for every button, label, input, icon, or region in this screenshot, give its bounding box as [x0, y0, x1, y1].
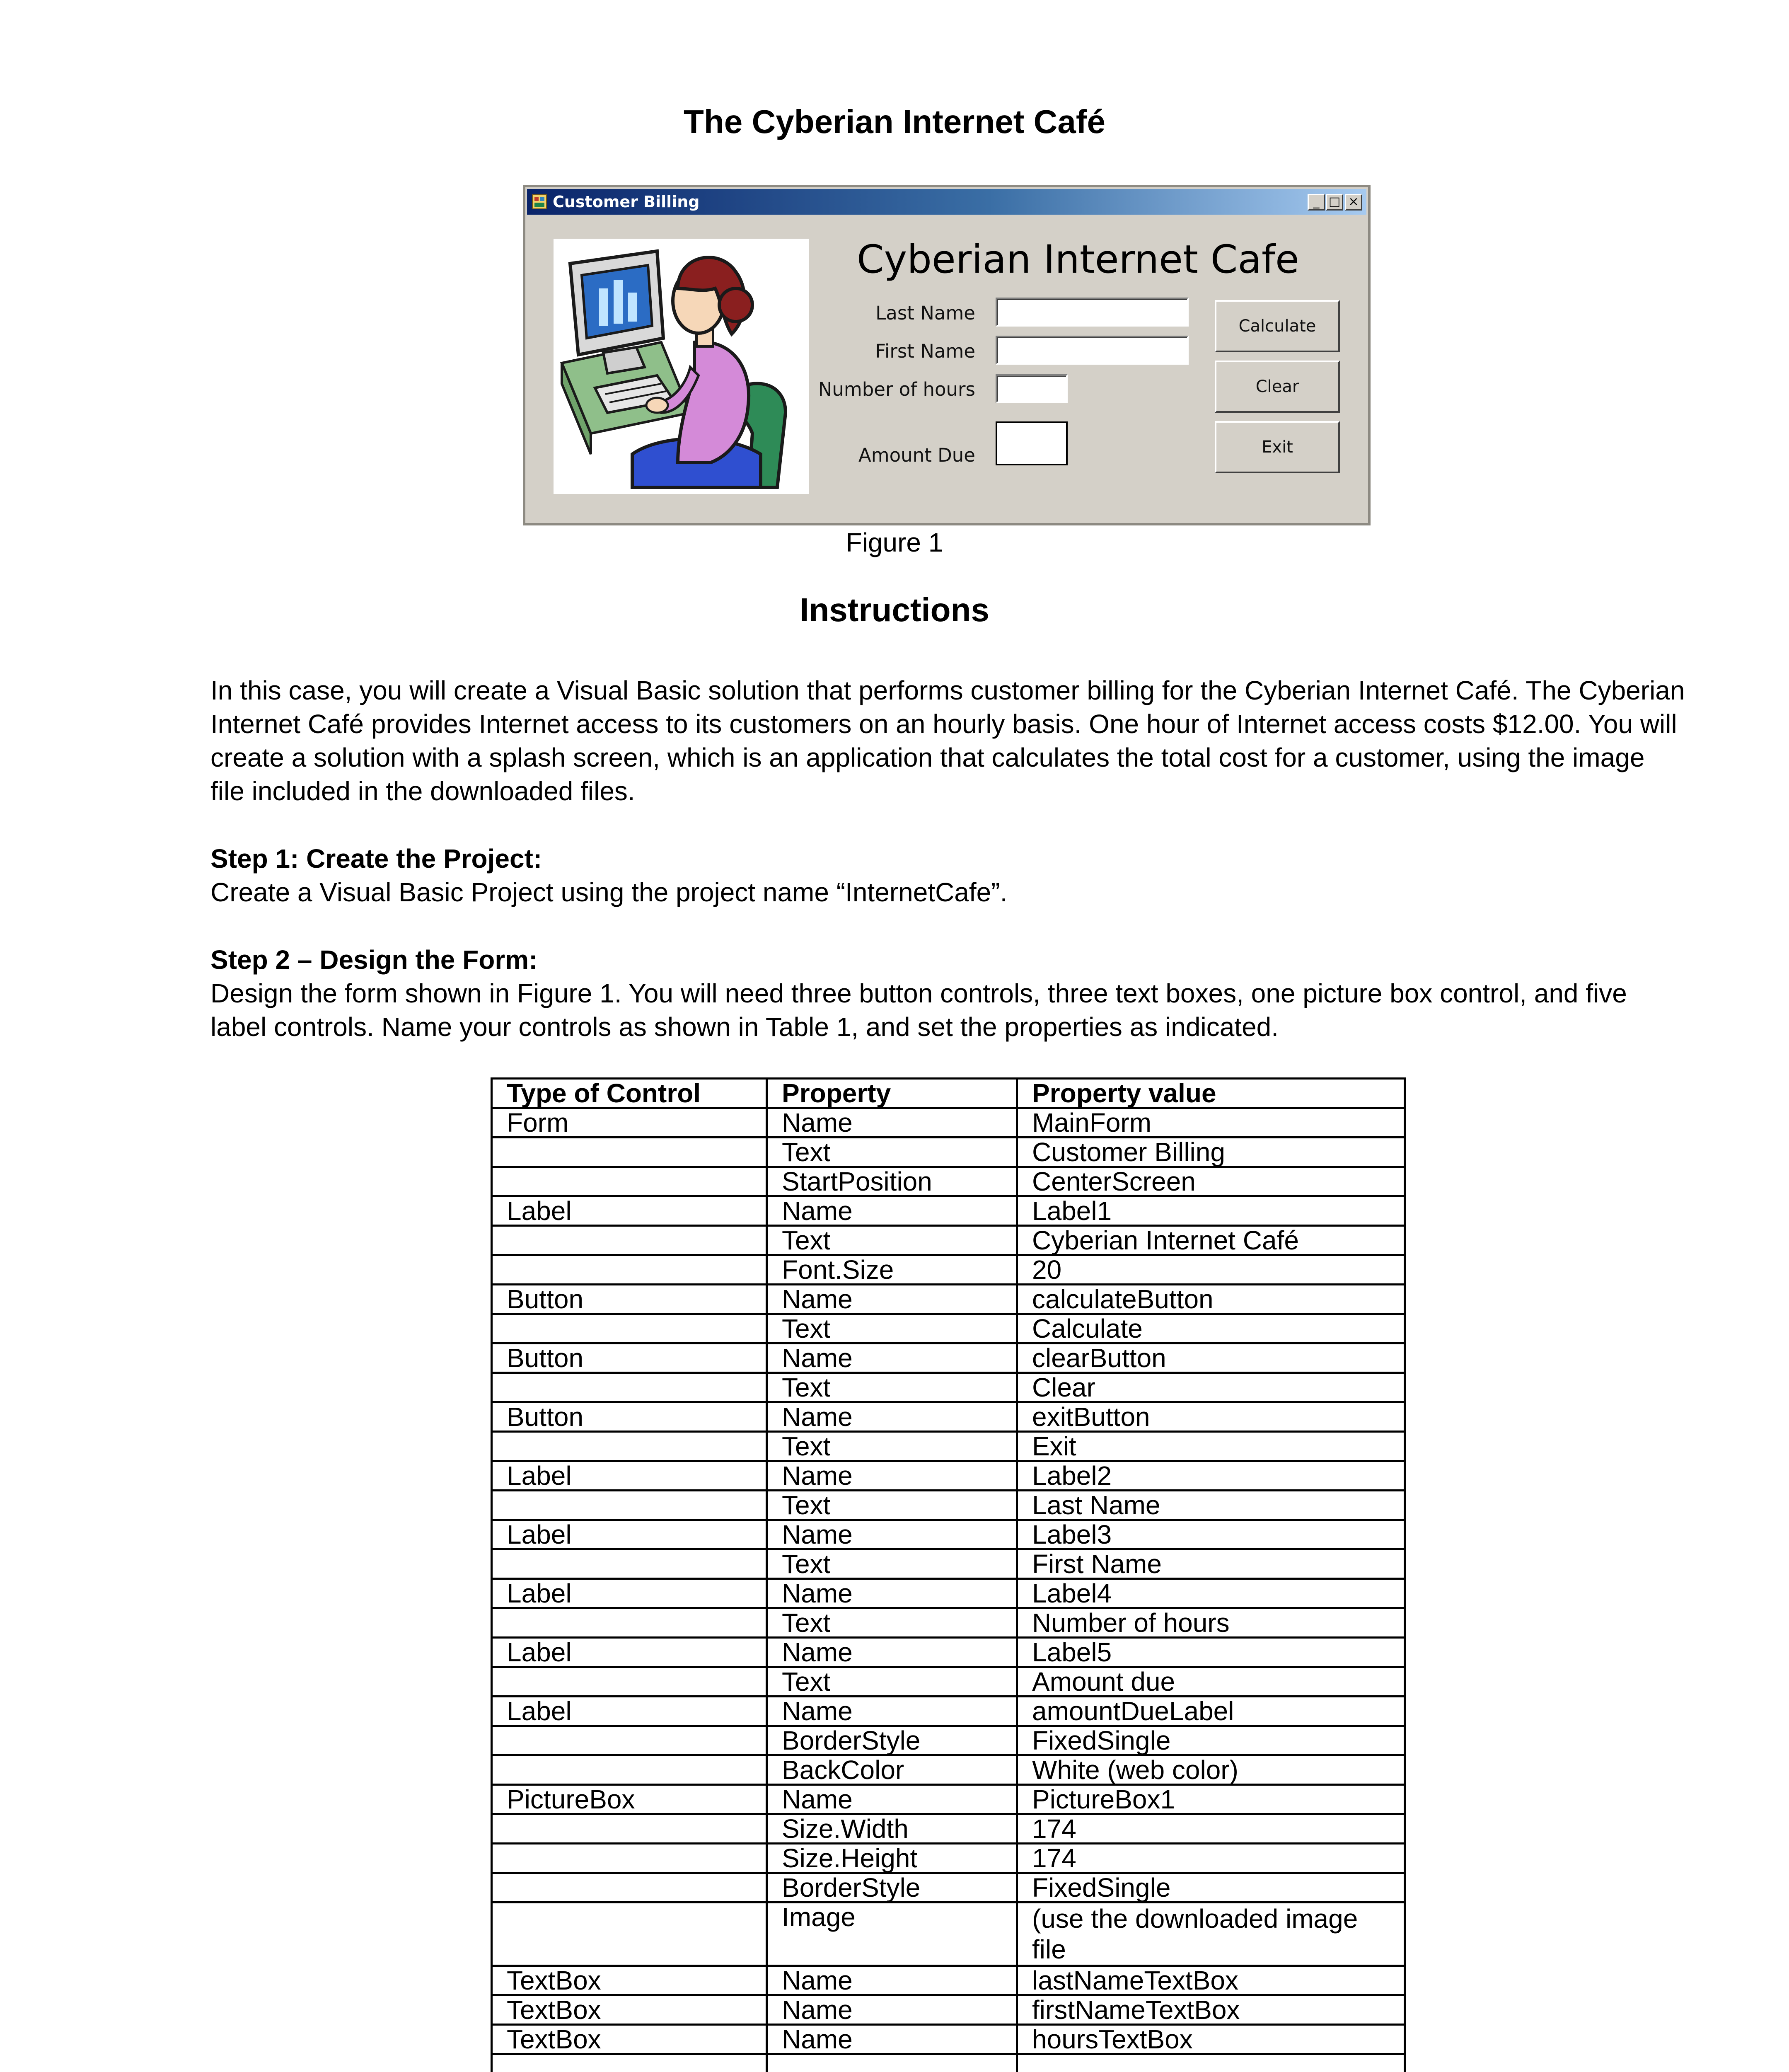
property-value-cell: firstNameTextBox [1017, 1995, 1405, 2025]
exit-button[interactable]: Exit [1215, 421, 1340, 473]
table-row [492, 1608, 1405, 1638]
control-type-cell [492, 1873, 767, 1903]
control-type-cell: Button [492, 1402, 767, 1432]
intro-paragraph: In this case, you will create a Visual Basic solution that performs customer billing for the Cyberian Internet Café. The Cyberian Internet Café provides Internet access to its customers on an hourly basis. One hour of Internet access costs $12.00. You will create a solution with a splash screen, which is an application that calculates the total cost for a customer, using the image file included in the downloaded files. [210, 675, 1685, 806]
property-cell: Name [767, 2025, 1017, 2054]
header-type-of-control: Type of Control [492, 1079, 767, 1108]
clear-button[interactable]: Clear [1215, 361, 1340, 413]
last-name-label: Last Name [875, 302, 975, 324]
control-type-cell: Label [492, 1461, 767, 1491]
table-row [492, 1432, 1405, 1461]
property-value-cell: 174 [1017, 1814, 1405, 1844]
control-type-cell [492, 1432, 767, 1461]
control-type-cell [492, 2054, 767, 2072]
property-cell: Text [767, 1549, 1017, 1579]
property-cell: Size.Height [767, 1844, 1017, 1873]
first-name-label: First Name [875, 340, 975, 362]
table-row [492, 1579, 1405, 1608]
table-row [492, 1343, 1405, 1373]
property-value-cell: Label5 [1017, 1638, 1405, 1667]
document-title: The Cyberian Internet Café [683, 103, 1105, 140]
table-row [492, 1285, 1405, 1314]
control-type-cell: TextBox [492, 1966, 767, 1995]
property-cell: BorderStyle [767, 1726, 1017, 1755]
table-row [492, 1138, 1405, 1167]
table-row [492, 1814, 1405, 1844]
minimize-button[interactable]: _ [1308, 194, 1325, 211]
table-row [492, 1226, 1405, 1255]
control-type-cell: Button [492, 1285, 767, 1314]
property-cell: Text [767, 1138, 1017, 1167]
property-cell: Name [767, 1520, 1017, 1549]
control-type-cell [492, 1138, 767, 1167]
instructions-heading: Instructions [800, 591, 989, 628]
property-cell: Text [767, 1432, 1017, 1461]
step2-text: Design the form shown in Figure 1. You will need three button controls, three text boxes, one picture box control, and five label controls. Name your controls as shown in Table 1, and set the properties as indicated. [210, 978, 1627, 1042]
property-value-cell: 174 [1017, 1844, 1405, 1873]
window-titlebar[interactable] [527, 189, 1366, 215]
properties-table [491, 1077, 1406, 2072]
property-value-cell: Label2 [1017, 1461, 1405, 1491]
property-value-cell: First Name [1017, 1549, 1405, 1579]
property-cell: Text [767, 1491, 1017, 1520]
table-row [492, 2054, 1405, 2072]
property-value-cell: Label4 [1017, 1579, 1405, 1608]
table-row [492, 1520, 1405, 1549]
property-cell: Name [767, 1995, 1017, 2025]
table-body [492, 1108, 1405, 2072]
property-value-cell [1017, 2054, 1405, 2072]
window-title: Customer Billing [553, 193, 700, 211]
property-cell: BorderStyle [767, 1873, 1017, 1903]
header-property-value: Property value [1017, 1079, 1405, 1108]
control-type-cell [492, 1755, 767, 1785]
hours-label: Number of hours [818, 378, 975, 400]
control-type-cell [492, 1255, 767, 1285]
hours-input[interactable] [997, 376, 1066, 402]
property-value-cell: FixedSingle [1017, 1726, 1405, 1755]
property-value-cell: PictureBox1 [1017, 1785, 1405, 1814]
table-row [492, 1667, 1405, 1697]
control-type-cell [492, 1726, 767, 1755]
control-type-cell: PictureBox [492, 1785, 767, 1814]
property-value-cell: Clear [1017, 1373, 1405, 1402]
control-type-cell: Button [492, 1343, 767, 1373]
property-value-cell: 20 [1017, 1255, 1405, 1285]
property-value-cell: Label1 [1017, 1196, 1405, 1226]
close-button[interactable]: × [1345, 194, 1362, 211]
property-value-cell: Last Name [1017, 1491, 1405, 1520]
step1-block [210, 842, 1685, 909]
property-cell: Name [767, 1108, 1017, 1138]
form-heading: Cyberian Internet Cafe [857, 237, 1299, 282]
maximize-button[interactable]: □ [1326, 194, 1343, 211]
table-row [492, 1196, 1405, 1226]
property-cell: Name [767, 1461, 1017, 1491]
property-value-cell: Calculate [1017, 1314, 1405, 1343]
control-type-cell [492, 1608, 767, 1638]
property-cell: StartPosition [767, 1167, 1017, 1196]
property-cell [767, 2054, 1017, 2072]
property-cell: Name [767, 1402, 1017, 1432]
table-row [492, 1255, 1405, 1285]
table-row [492, 1903, 1405, 1966]
control-type-cell: TextBox [492, 2025, 767, 2054]
step2-heading: Step 2 – Design the Form: [210, 945, 538, 975]
property-value-cell: Exit [1017, 1432, 1405, 1461]
header-property: Property [767, 1079, 1017, 1108]
property-cell: Text [767, 1608, 1017, 1638]
control-type-cell: Label [492, 1638, 767, 1667]
last-name-input[interactable] [997, 299, 1187, 325]
property-cell: Name [767, 1196, 1017, 1226]
table-row [492, 1373, 1405, 1402]
property-cell: BackColor [767, 1755, 1017, 1785]
property-value-cell: hoursTextBox [1017, 2025, 1405, 2054]
table-row [492, 1108, 1405, 1138]
table-row [492, 2025, 1405, 2054]
control-type-cell [492, 1491, 767, 1520]
table-row [492, 1995, 1405, 2025]
control-type-cell: Label [492, 1520, 767, 1549]
figure-caption: Figure 1 [846, 528, 943, 557]
property-value-cell: FixedSingle [1017, 1873, 1405, 1903]
property-value-cell: calculateButton [1017, 1285, 1405, 1314]
first-name-input[interactable] [997, 337, 1187, 363]
table-row [492, 1844, 1405, 1873]
table-row [492, 1638, 1405, 1667]
woman-at-computer-icon [554, 239, 809, 494]
property-cell: Text [767, 1373, 1017, 1402]
property-value-cell: (use the downloaded image file [1017, 1903, 1405, 1966]
table-row [492, 1873, 1405, 1903]
amount-due-label: Amount Due [858, 444, 975, 466]
property-cell: Text [767, 1667, 1017, 1697]
table-header-row [492, 1079, 1405, 1108]
property-value-cell: MainForm [1017, 1108, 1405, 1138]
property-cell: Name [767, 1285, 1017, 1314]
table-row [492, 1491, 1405, 1520]
amount-due-output [996, 421, 1068, 465]
picture-box [554, 239, 809, 494]
app-icon [532, 194, 547, 209]
hours-textbox[interactable] [996, 374, 1068, 403]
step1-heading: Step 1: Create the Project: [210, 844, 542, 874]
property-value-cell: CenterScreen [1017, 1167, 1405, 1196]
calculate-button[interactable]: Calculate [1215, 300, 1340, 352]
property-cell: Text [767, 1226, 1017, 1255]
property-cell: Name [767, 1638, 1017, 1667]
property-value-cell: amountDueLabel [1017, 1697, 1405, 1726]
control-type-cell [492, 1373, 767, 1402]
control-type-cell [492, 1226, 767, 1255]
control-type-cell [492, 1814, 767, 1844]
step1-text: Create a Visual Basic Project using the project name “InternetCafe”. [210, 877, 1008, 907]
property-value-cell: Label3 [1017, 1520, 1405, 1549]
property-cell: Text [767, 1314, 1017, 1343]
property-value-cell: Cyberian Internet Café [1017, 1226, 1405, 1255]
control-type-cell [492, 1903, 767, 1966]
table-row [492, 1697, 1405, 1726]
table-row [492, 1966, 1405, 1995]
table-row [492, 1726, 1405, 1755]
property-value-cell: exitButton [1017, 1402, 1405, 1432]
property-value-cell: clearButton [1017, 1343, 1405, 1373]
table-row [492, 1755, 1405, 1785]
property-value-cell: White (web color) [1017, 1755, 1405, 1785]
control-type-cell: Form [492, 1108, 767, 1138]
control-type-cell [492, 1549, 767, 1579]
table-row [492, 1167, 1405, 1196]
property-value-cell: Number of hours [1017, 1608, 1405, 1638]
table-row [492, 1785, 1405, 1814]
table-row [492, 1549, 1405, 1579]
table-row [492, 1461, 1405, 1491]
property-cell: Font.Size [767, 1255, 1017, 1285]
property-value-cell: Customer Billing [1017, 1138, 1405, 1167]
step2-block [210, 943, 1685, 1044]
control-type-cell: Label [492, 1579, 767, 1608]
control-type-cell [492, 1167, 767, 1196]
customer-billing-window [523, 185, 1371, 525]
control-type-cell [492, 1844, 767, 1873]
property-value-cell: Amount due [1017, 1667, 1405, 1697]
property-cell: Name [767, 1697, 1017, 1726]
property-cell: Name [767, 1343, 1017, 1373]
property-cell: Name [767, 1785, 1017, 1814]
control-type-cell [492, 1667, 767, 1697]
property-value-cell: lastNameTextBox [1017, 1966, 1405, 1995]
control-type-cell: Label [492, 1697, 767, 1726]
last-name-textbox[interactable] [996, 298, 1189, 327]
property-cell: Name [767, 1579, 1017, 1608]
property-cell: Size.Width [767, 1814, 1017, 1844]
first-name-textbox[interactable] [996, 336, 1189, 365]
control-type-cell [492, 1314, 767, 1343]
table-row [492, 1402, 1405, 1432]
property-cell: Image [767, 1903, 1017, 1966]
table-row [492, 1314, 1405, 1343]
control-type-cell: Label [492, 1196, 767, 1226]
property-cell: Name [767, 1966, 1017, 1995]
control-type-cell: TextBox [492, 1995, 767, 2025]
